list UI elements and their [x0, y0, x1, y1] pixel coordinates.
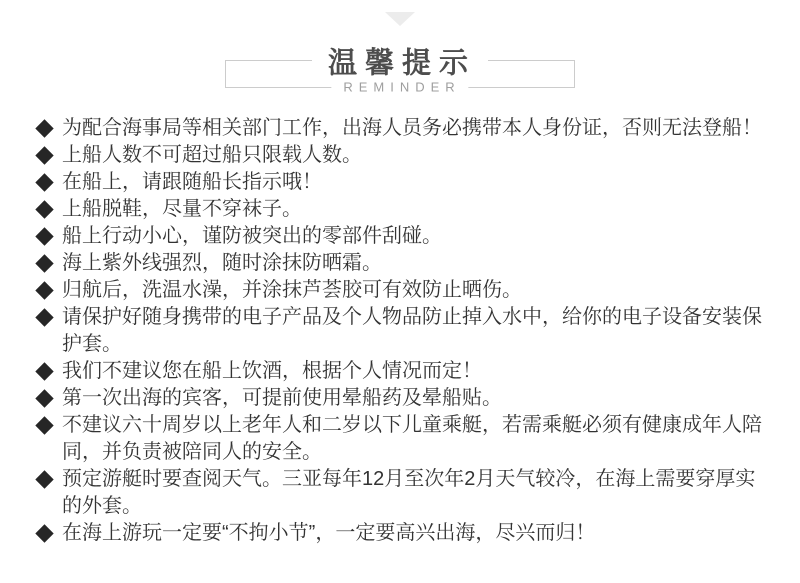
reminder-item	[35, 358, 768, 385]
diamond-bullet-icon	[35, 227, 53, 245]
reminder-text: 请保护好随身携带的电子产品及个人物品防止掉入水中，给你的电子设备安装保护套。	[62, 306, 762, 355]
reminder-item	[35, 412, 768, 466]
reminder-item	[35, 466, 768, 520]
reminder-text: 预定游艇时要查阅天气。三亚每年12月至次年2月天气较冷，在海上需要穿厚实的外套。	[62, 468, 756, 517]
title-frame	[225, 47, 575, 95]
page-title: 温馨提示	[312, 41, 488, 82]
diamond-bullet-icon	[35, 416, 53, 434]
reminder-item	[35, 520, 768, 547]
reminder-item	[35, 196, 768, 223]
diamond-bullet-icon	[35, 254, 53, 272]
reminder-text: 为配合海事局等相关部门工作，出海人员务必携带本人身份证，否则无法登船！	[62, 117, 762, 139]
reminder-text: 归航后，洗温水澡，并涂抹芦荟胶可有效防止晒伤。	[62, 279, 522, 301]
reminder-text: 在船上，请跟随船长指示哦！	[62, 171, 322, 193]
diamond-bullet-icon	[35, 200, 53, 218]
reminder-item	[35, 304, 768, 358]
reminder-item	[35, 385, 768, 412]
reminder-item	[35, 277, 768, 304]
reminder-item	[35, 169, 768, 196]
reminder-text: 船上行动小心，谨防被突出的零部件刮碰。	[62, 225, 442, 247]
diamond-bullet-icon	[35, 389, 53, 407]
diamond-bullet-icon	[35, 308, 53, 326]
reminder-text: 上船人数不可超过船只限载人数。	[62, 144, 362, 166]
diamond-bullet-icon	[35, 470, 53, 488]
diamond-bullet-icon	[35, 173, 53, 191]
diamond-bullet-icon	[35, 281, 53, 299]
reminder-text: 我们不建议您在船上饮酒，根据个人情况而定！	[62, 360, 482, 382]
reminder-list	[35, 115, 768, 547]
page-subtitle: REMINDER	[331, 80, 468, 95]
reminder-item	[35, 223, 768, 250]
reminder-text: 不建议六十周岁以上老年人和二岁以下儿童乘艇，若需乘艇必须有健康成年人陪同，并负责被陪同人的安全。	[62, 414, 762, 463]
reminder-text: 在海上游玩一定要“不拘小节”，一定要高兴出海，尽兴而归！	[62, 522, 596, 544]
reminder-item	[35, 115, 768, 142]
diamond-bullet-icon	[35, 146, 53, 164]
reminder-text: 上船脱鞋，尽量不穿袜子。	[62, 198, 302, 220]
diamond-bullet-icon	[35, 524, 53, 542]
reminder-item	[35, 142, 768, 169]
reminder-text: 第一次出海的宾客，可提前使用晕船药及晕船贴。	[62, 387, 502, 409]
chevron-down-icon	[385, 12, 415, 26]
reminder-text: 海上紫外线强烈，随时涂抹防晒霜。	[62, 252, 382, 274]
reminder-item	[35, 250, 768, 277]
diamond-bullet-icon	[35, 119, 53, 137]
diamond-bullet-icon	[35, 362, 53, 380]
